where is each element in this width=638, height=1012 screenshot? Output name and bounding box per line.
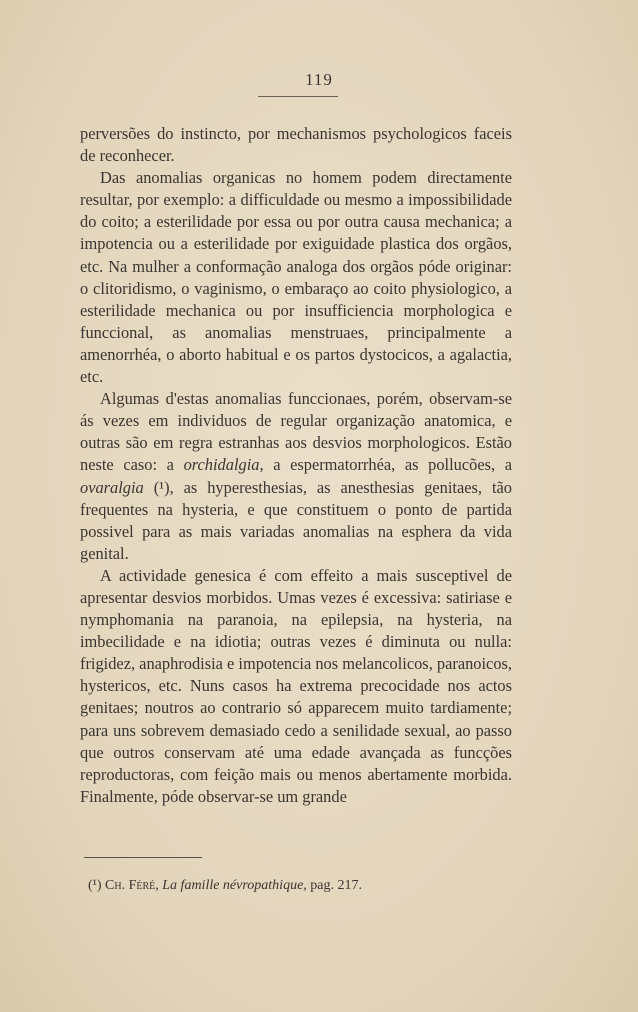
footnote <box>88 876 362 896</box>
body-text <box>80 123 512 808</box>
paragraph-genesic-activity: A actividade genesica é com effeito a mais susceptivel de apresentar desvios morbidos. Umas vezes é excessiva: satiriase e nymphomania na paranoia, na epilepsia, na hysteria, na imbecilidade e na idiotia; outras vezes é diminuta ou nulla: frigidez, anaphrodisia e impotencia nos melancolicos, paranoicos, hystericos, etc. Nuns casos ha extrema precocidade nos actos genitaes; noutros ao contrario só apparecem muito tardiamente; para uns sobrevem demasiado cedo a senilidade sexual, ao passo que outros conservam até uma edade avançada as funcções reproductoras, com feição mais ou menos abertamente morbida. Finalmente, póde observar-se um grande <box>80 565 512 806</box>
paragraph-functional-anomalies <box>80 388 512 565</box>
header-rule <box>258 96 338 97</box>
footnote-author: Ch. Féré, <box>105 878 159 893</box>
page-number: 119 <box>305 70 333 89</box>
footnote-marker: (¹) <box>88 878 102 893</box>
footnote-rule <box>84 857 202 858</box>
paragraph-text: a espermatorrhéa, as pollucões, a <box>263 455 512 475</box>
paragraph-text: Algumas d'estas anomalias funccionaes, porém, observam-se ás vezes em individuos de regular organização anatomica, e outras são em regra estranhas aos desvios morphologicos. Estão neste caso: a <box>80 389 512 475</box>
italic-term: orchidalgia, <box>183 455 264 475</box>
paragraph-organic-anomalies: Das anomalias organicas no homem podem directamente resultar, por exemplo: a difficuldade ou mesmo a impossibilidade do coito; a esterilidade por essa ou por outra causa mechanica; a impotencia ou a esterilidade por exiguidade plastica dos orgãos, etc. Na mulher a conformação analoga dos orgãos póde originar: o clitoridismo, o vaginismo, o embaraço ao coito physiologico, a esterilidade mechanica ou por insufficiencia morphologica e funccional, as anomalias menstruaes, principalmente a amenorrhéa, o aborto habitual e os partos dystocicos, a agalactia, etc. <box>80 168 512 387</box>
footnote-reference: (¹) <box>153 477 170 497</box>
footnote-title: La famille névropathique, <box>162 878 307 893</box>
paragraph-text: , as hyperesthesias, as anesthesias genitaes, tão frequentes na hysteria, e que constituem o ponto de partida possivel para as mais variadas anomalias na esphera da vida genital. <box>80 477 512 563</box>
italic-term: ovaralgia <box>80 477 144 497</box>
footnote-page: pag. 217. <box>310 878 363 893</box>
paragraph-continuation: perversões do instincto, por mechanismos psychologicos faceis de reconhecer. <box>80 124 512 166</box>
